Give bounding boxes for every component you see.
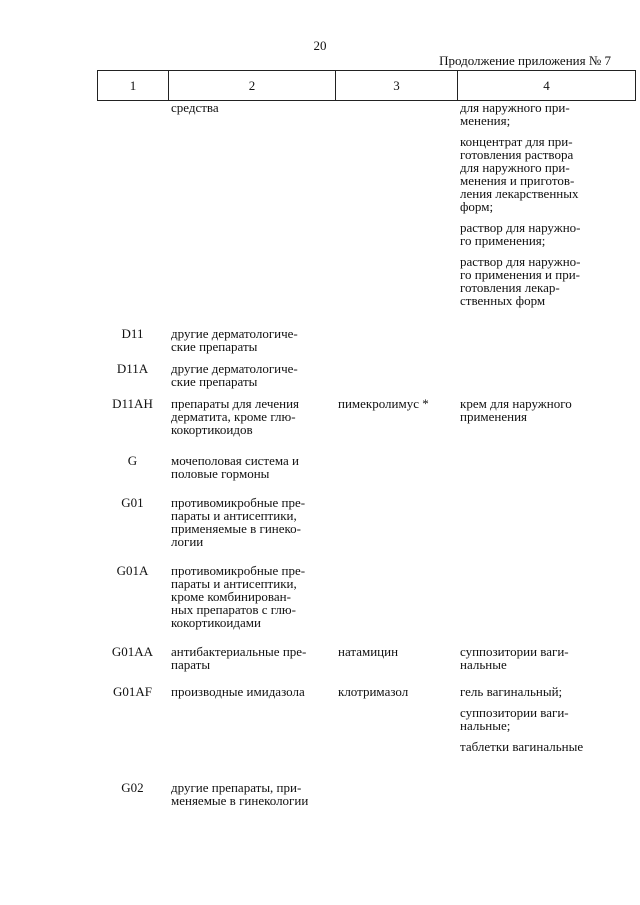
dosage-form-item: концентрат для при- готовления раствора для наружного при- менения и приготов- ления лекарственных форм; [460, 134, 579, 214]
table-row [97, 480, 635, 548]
atc-code: D11A [116, 361, 149, 376]
page-number: 20 [313, 38, 327, 53]
dosage-forms [457, 307, 635, 353]
atc-code: G [127, 453, 138, 468]
table-row [97, 671, 635, 753]
table-row [97, 548, 635, 629]
table-body [97, 101, 635, 807]
drug-name: пимекролимус * [338, 396, 429, 411]
atc-code: G01AA [111, 644, 154, 659]
dosage-form-list [460, 397, 635, 423]
table-row [97, 101, 635, 307]
drug-name [335, 436, 457, 480]
dosage-forms [457, 629, 635, 671]
atc-group-name: производные имидазола [171, 684, 305, 699]
column-header-2: 2 [169, 71, 336, 101]
dosage-form-list [460, 645, 635, 671]
table-row [97, 436, 635, 480]
dosage-forms [457, 548, 635, 629]
table-row [97, 753, 635, 807]
dosage-form-item: гель вагинальный; [460, 684, 563, 699]
atc-group-name: препараты для лечения дерматита, кроме глю- кокортикоидов [171, 396, 300, 437]
dosage-form-item: таблетки вагинальные [460, 739, 584, 754]
drug-name [335, 480, 457, 548]
column-header-1: 1 [98, 71, 169, 101]
atc-group-name: другие дерматологиче- ские препараты [171, 326, 298, 354]
atc-code: G02 [121, 780, 144, 795]
column-header-3: 3 [336, 71, 458, 101]
atc-group-name: противомикробные пре- параты и антисептики, кроме комбинирован- ных препаратов с глю- кокортикоидами [171, 563, 306, 630]
dosage-form-list [460, 101, 635, 307]
dosage-form-item: раствор для наружно- го применения и при- готовления лекар- ственных форм [460, 254, 581, 308]
drug-name [335, 548, 457, 629]
drug-name [335, 101, 457, 307]
atc-code: G01 [121, 495, 144, 510]
dosage-forms [457, 753, 635, 807]
atc-group-name: другие дерматологиче- ские препараты [171, 361, 298, 389]
atc-group-name: другие препараты, при- меняемые в гинекологии [171, 780, 309, 808]
drug-name [335, 353, 457, 388]
drug-name [335, 307, 457, 353]
dosage-forms [457, 436, 635, 480]
dosage-form-item: крем для наружного применения [460, 396, 572, 424]
atc-code: D11 [121, 326, 144, 341]
dosage-forms [457, 101, 635, 307]
drug-name: натамицин [338, 644, 399, 659]
drug-name [335, 753, 457, 807]
dosage-form-item: суппозитории ваги- нальные [460, 644, 569, 672]
dosage-forms [457, 388, 635, 436]
drug-table [97, 101, 635, 807]
dosage-form-item: для наружного при- менения; [460, 100, 570, 128]
table-row [97, 629, 635, 671]
dosage-form-list [460, 685, 635, 753]
atc-code: G01A [116, 563, 149, 578]
atc-group-name: противомикробные пре- параты и антисептики, применяемые в гинеко- логии [171, 495, 306, 549]
dosage-form-item: раствор для наружно- го применения; [460, 220, 581, 248]
table-row [97, 388, 635, 436]
dosage-forms [457, 353, 635, 388]
dosage-forms [457, 671, 635, 753]
drug-name: клотримазол [338, 684, 409, 699]
atc-group-name: средства [171, 100, 219, 115]
table-row [97, 353, 635, 388]
atc-group-name: мочеполовая система и половые гормоны [171, 453, 300, 481]
atc-code: D11AH [112, 396, 153, 411]
dosage-form-item: суппозитории ваги- нальные; [460, 705, 569, 733]
table-header [97, 70, 636, 101]
atc-group-name: антибактериальные пре- параты [171, 644, 307, 672]
dosage-forms [457, 480, 635, 548]
table-row [97, 307, 635, 353]
column-header-4: 4 [458, 71, 636, 101]
continuation-note: Продолжение приложения № 7 [439, 53, 611, 68]
atc-code: G01AF [112, 684, 152, 699]
atc-code [97, 101, 168, 307]
